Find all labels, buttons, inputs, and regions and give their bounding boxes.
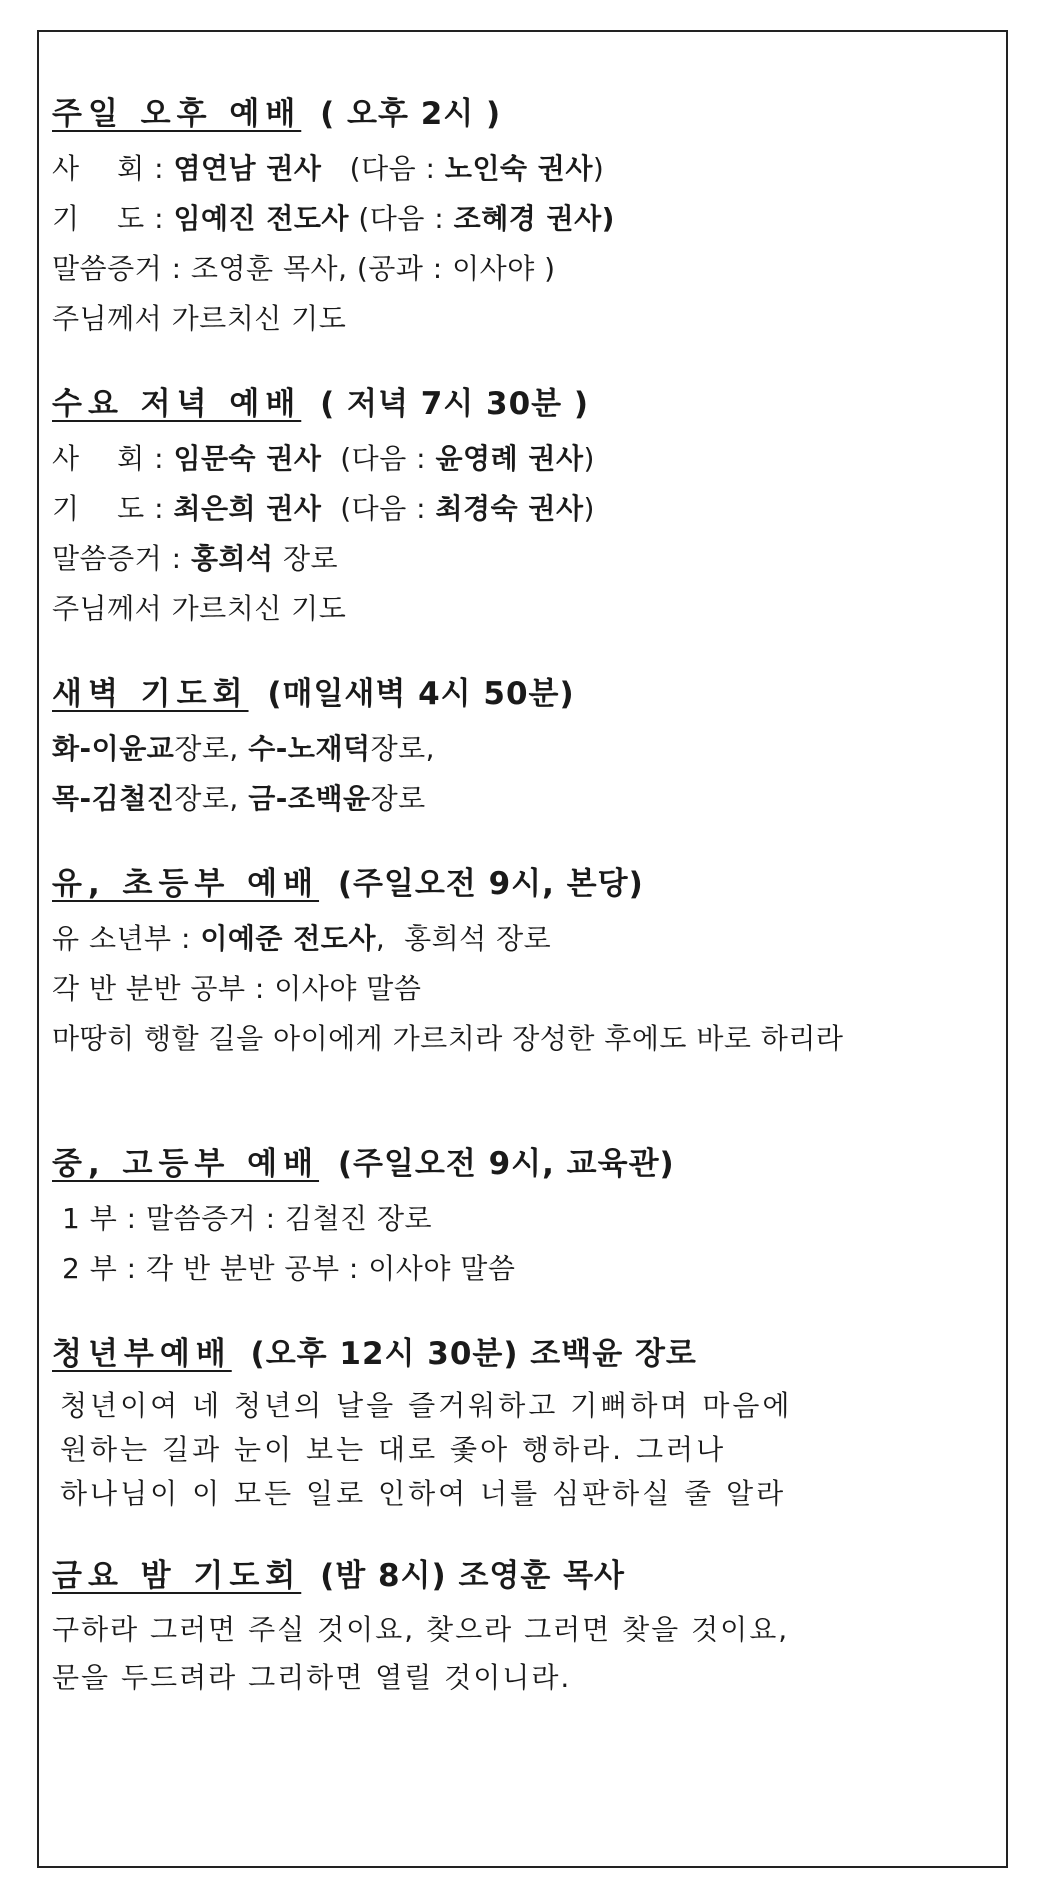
verse-line: 청년이여 네 청년의 날을 즐거워하고 기뻐하며 마음에	[60, 1389, 793, 1422]
next-close: )	[583, 492, 595, 525]
prayer-row	[52, 194, 952, 244]
section-heading	[52, 1554, 952, 1598]
section-title: 유, 초등부 예배	[52, 866, 320, 902]
verse-line: 하나님이 이 모든 일로 인하여 너를 심판하실 줄 알라	[60, 1477, 787, 1510]
section-dawn-prayer	[52, 672, 952, 824]
presider-row	[52, 144, 952, 194]
dawn-leaders-row-1	[52, 724, 952, 774]
section-time: (오후 12시 30분) 조백윤 장로	[250, 1336, 697, 1372]
next-prayer-name: 조혜경 권사)	[453, 202, 615, 235]
section-heading	[52, 1332, 952, 1376]
next-presider-name: 노인숙 권사	[444, 152, 593, 185]
section-wednesday-evening	[52, 382, 952, 634]
prayer-label: 기 도 :	[52, 492, 174, 525]
leader-title: 장로,	[370, 732, 436, 765]
dawn-leaders-row-2	[52, 774, 952, 824]
spacer	[52, 1064, 952, 1104]
section-heading	[52, 382, 952, 426]
section-heading	[52, 1142, 952, 1186]
section-heading	[52, 862, 952, 906]
section-time: (주일오전 9시, 본당)	[337, 866, 644, 902]
prayer-row	[52, 484, 952, 534]
section-heading	[52, 672, 952, 716]
section-title: 새벽 기도회	[52, 676, 249, 712]
prayer-name: 최은희 권사	[173, 492, 322, 525]
prayer-label: 기 도 :	[52, 202, 174, 235]
sermon-label: 말씀증거 :	[52, 542, 191, 575]
sermon-name: 홍희석	[190, 542, 274, 575]
section-children-service	[52, 862, 952, 1104]
sermon-row: 말씀증거 : 조영훈 목사, (공과 : 이사야 )	[52, 252, 556, 285]
section-heading	[52, 92, 952, 136]
leader-name: 수-노재덕	[248, 732, 371, 765]
verse-line: 구하라 그러면 주실 것이요, 찾으라 그러면 찾을 것이요,	[52, 1613, 790, 1646]
presider-label: 사 회 :	[52, 442, 174, 475]
section-teens-service	[52, 1142, 952, 1294]
verse-line: 문을 두드려라 그리하면 열릴 것이니라.	[52, 1661, 572, 1694]
section-time: (밤 8시) 조영훈 목사	[320, 1558, 625, 1594]
section-time: ( 오후 2시 )	[320, 96, 502, 132]
presider-name: 염연남 권사	[173, 152, 322, 185]
next-prayer-name: 최경숙 권사	[435, 492, 584, 525]
section-title: 중, 고등부 예배	[52, 1146, 320, 1182]
study-row: 각 반 분반 공부 : 이사야 말씀	[52, 972, 422, 1005]
next-label: (다음 :	[348, 202, 454, 235]
section-title: 청년부예배	[52, 1336, 232, 1372]
children-verse: 마땅히 행할 길을 아이에게 가르치라 장성한 후에도 바로 하리라	[52, 1022, 844, 1055]
youth-label: 유 소년부 :	[52, 922, 201, 955]
section-young-adults	[52, 1332, 952, 1516]
youth-rest: , 홍희석 장로	[375, 922, 552, 955]
next-presider-name: 윤영례 권사	[435, 442, 584, 475]
leader-name: 금-조백윤	[248, 782, 371, 815]
sermon-title: 장로	[273, 542, 339, 575]
section-title: 수요 저녁 예배	[52, 386, 302, 422]
sermon-row	[52, 534, 952, 584]
youth-leader: 이예준 전도사	[200, 922, 376, 955]
presider-row	[52, 434, 952, 484]
prayer-topic: 주님께서 가르치신 기도	[52, 302, 347, 335]
section-sunday-afternoon	[52, 92, 952, 344]
prayer-name: 임예진 전도사	[173, 202, 349, 235]
presider-label: 사 회 :	[52, 152, 174, 185]
next-close: )	[592, 152, 605, 185]
next-label: (다음 :	[321, 442, 436, 475]
leader-title: 장로,	[174, 732, 249, 765]
section-time: (매일새벽 4시 50분)	[267, 676, 575, 712]
section-friday-prayer	[52, 1554, 952, 1702]
leader-title: 장로,	[174, 782, 249, 815]
leader-name: 목-김철진	[52, 782, 175, 815]
section-title: 주일 오후 예배	[52, 96, 302, 132]
section-time: ( 저녁 7시 30분 )	[320, 386, 590, 422]
next-close: )	[583, 442, 595, 475]
part-1-row: 1 부 : 말씀증거 : 김철진 장로	[62, 1202, 433, 1235]
leader-title: 장로	[370, 782, 426, 815]
verse-line: 원하는 길과 눈이 보는 대로 좇아 행하라. 그러나	[60, 1433, 727, 1466]
bulletin-content	[52, 92, 952, 1740]
youth-row	[52, 914, 952, 964]
part-2-row: 2 부 : 각 반 분반 공부 : 이사야 말씀	[62, 1252, 516, 1285]
section-time: (주일오전 9시, 교육관)	[337, 1146, 675, 1182]
prayer-topic: 주님께서 가르치신 기도	[52, 592, 347, 625]
next-label: (다음 :	[321, 492, 436, 525]
section-title: 금요 밤 기도회	[52, 1558, 302, 1594]
presider-name: 임문숙 권사	[173, 442, 322, 475]
next-label: (다음 :	[321, 152, 445, 185]
leader-name: 화-이윤교	[52, 732, 175, 765]
